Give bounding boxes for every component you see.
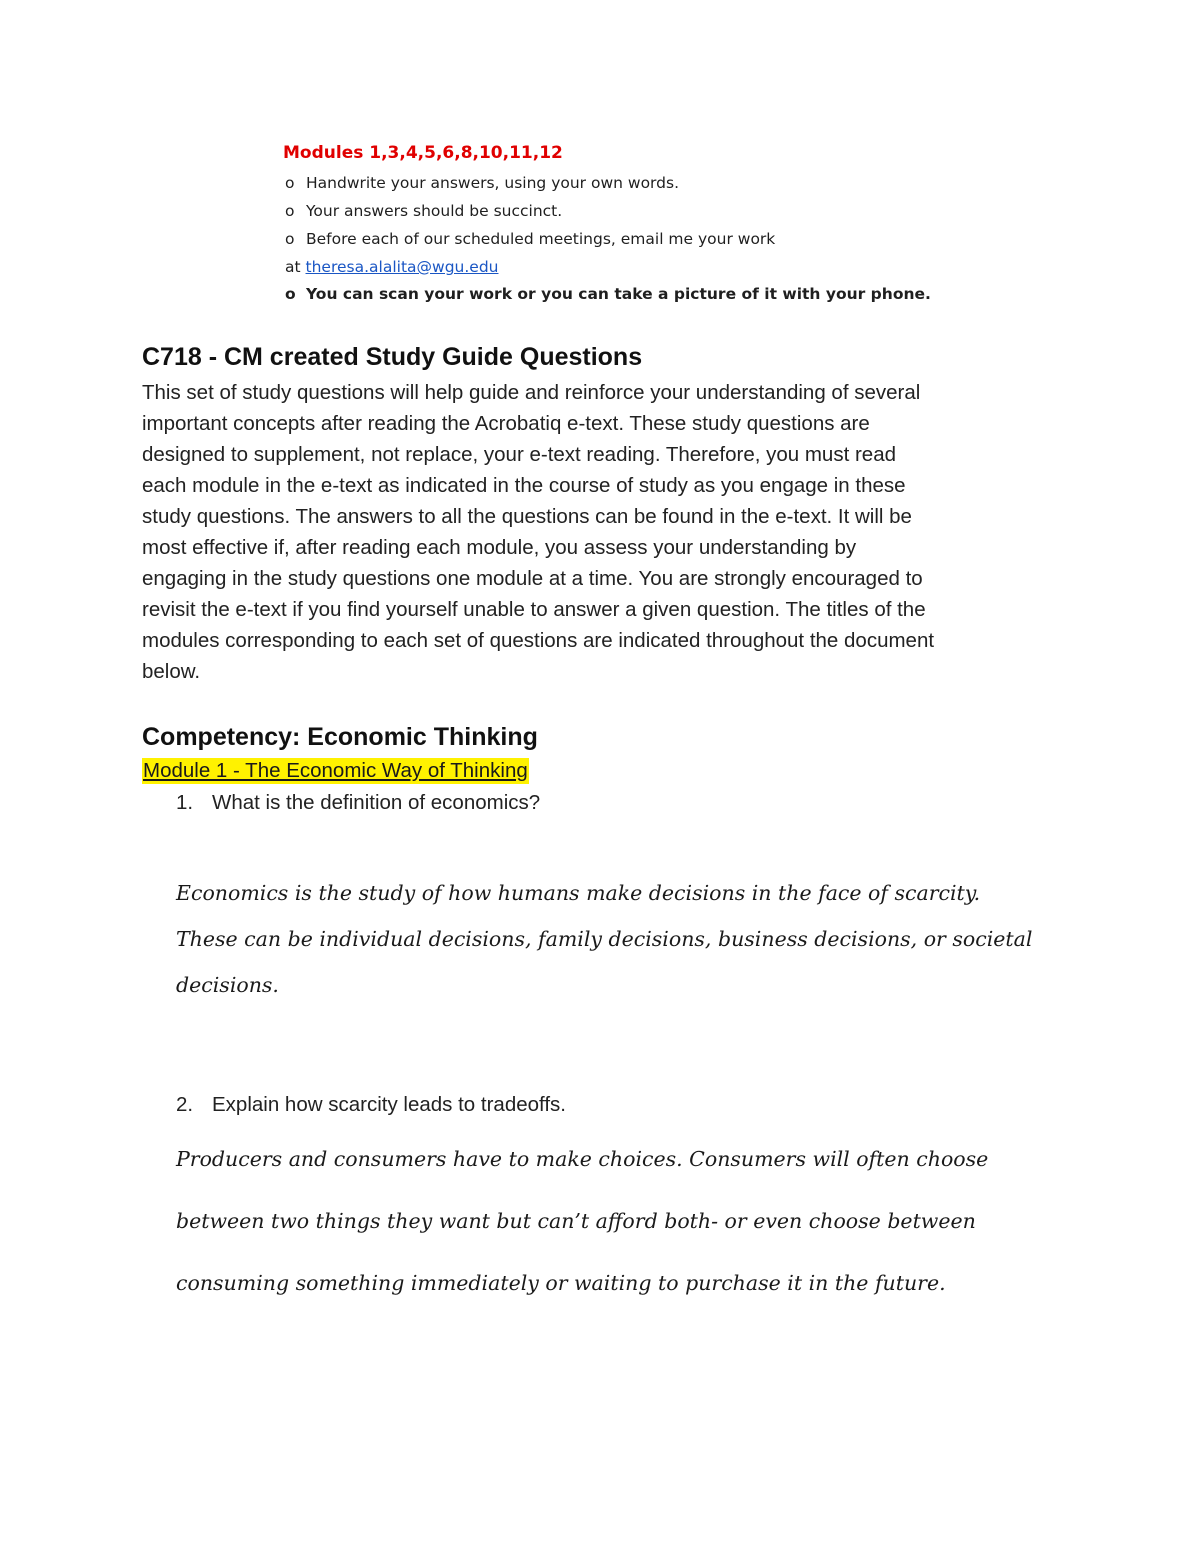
intro-line: most effective if, after reading each module, you assess your understanding by: [142, 536, 857, 559]
answer-line: consuming something immediately or waiting to purchase it in the future.: [176, 1271, 946, 1295]
intro-line: each module in the e-text as indicated in the course of study as you engage in these: [142, 474, 906, 497]
modules-title: Modules 1,3,4,5,6,8,10,11,12: [283, 143, 563, 163]
answer-line: Producers and consumers have to make choices. Consumers will often choose: [176, 1147, 989, 1171]
instruction-item: You can scan your work or you can take a picture of it with your phone.: [306, 285, 931, 303]
module-1-link[interactable]: Module 1 - The Economic Way of Thinking: [143, 759, 528, 782]
guide-title: C718 - CM created Study Guide Questions: [142, 343, 643, 371]
email-link[interactable]: theresa.alalita@wgu.edu: [305, 258, 499, 276]
competency-title: Competency: Economic Thinking: [142, 723, 538, 751]
intro-line: designed to supplement, not replace, your e-text reading. Therefore, you must read: [142, 443, 897, 466]
bullet-marker: o: [285, 230, 295, 248]
question-text: Explain how scarcity leads to tradeoffs.: [212, 1093, 566, 1116]
instruction-item: Handwrite your answers, using your own words.: [306, 174, 679, 192]
email-line: [285, 258, 498, 276]
intro-paragraph: [142, 377, 1062, 687]
instruction-item: Your answers should be succinct.: [306, 202, 563, 220]
answer-block: [176, 870, 1076, 1008]
intro-line: revisit the e-text if you find yourself unable to answer a given question. The titles of the: [142, 598, 926, 621]
intro-line: study questions. The answers to all the questions can be found in the e-text. It will be: [142, 505, 912, 528]
instruction-item: Before each of our scheduled meetings, email me your work: [306, 230, 776, 248]
question-number: 2.: [176, 1093, 194, 1116]
answer-line: Economics is the study of how humans make decisions in the face of scarcity.: [176, 881, 981, 905]
bullet-marker: o: [285, 285, 296, 303]
intro-line: below.: [142, 660, 201, 683]
intro-line: important concepts after reading the Acrobatiq e-text. These study questions are: [142, 412, 870, 435]
question-text: What is the definition of economics?: [212, 791, 541, 814]
email-prefix: at: [285, 258, 306, 276]
intro-line: This set of study questions will help guide and reinforce your understanding of several: [142, 381, 921, 404]
answer-line: decisions.: [176, 973, 279, 997]
bullet-marker: o: [285, 202, 295, 220]
answer-block: [176, 1128, 1076, 1314]
answer-line: These can be individual decisions, family decisions, business decisions, or societal: [176, 927, 1033, 951]
answer-line: between two things they want but can’t afford both- or even choose between: [176, 1209, 976, 1233]
intro-line: engaging in the study questions one module at a time. You are strongly encouraged to: [142, 567, 923, 590]
question-number: 1.: [176, 791, 194, 814]
intro-line: modules corresponding to each set of questions are indicated throughout the document: [142, 629, 935, 652]
bullet-marker: o: [285, 174, 295, 192]
